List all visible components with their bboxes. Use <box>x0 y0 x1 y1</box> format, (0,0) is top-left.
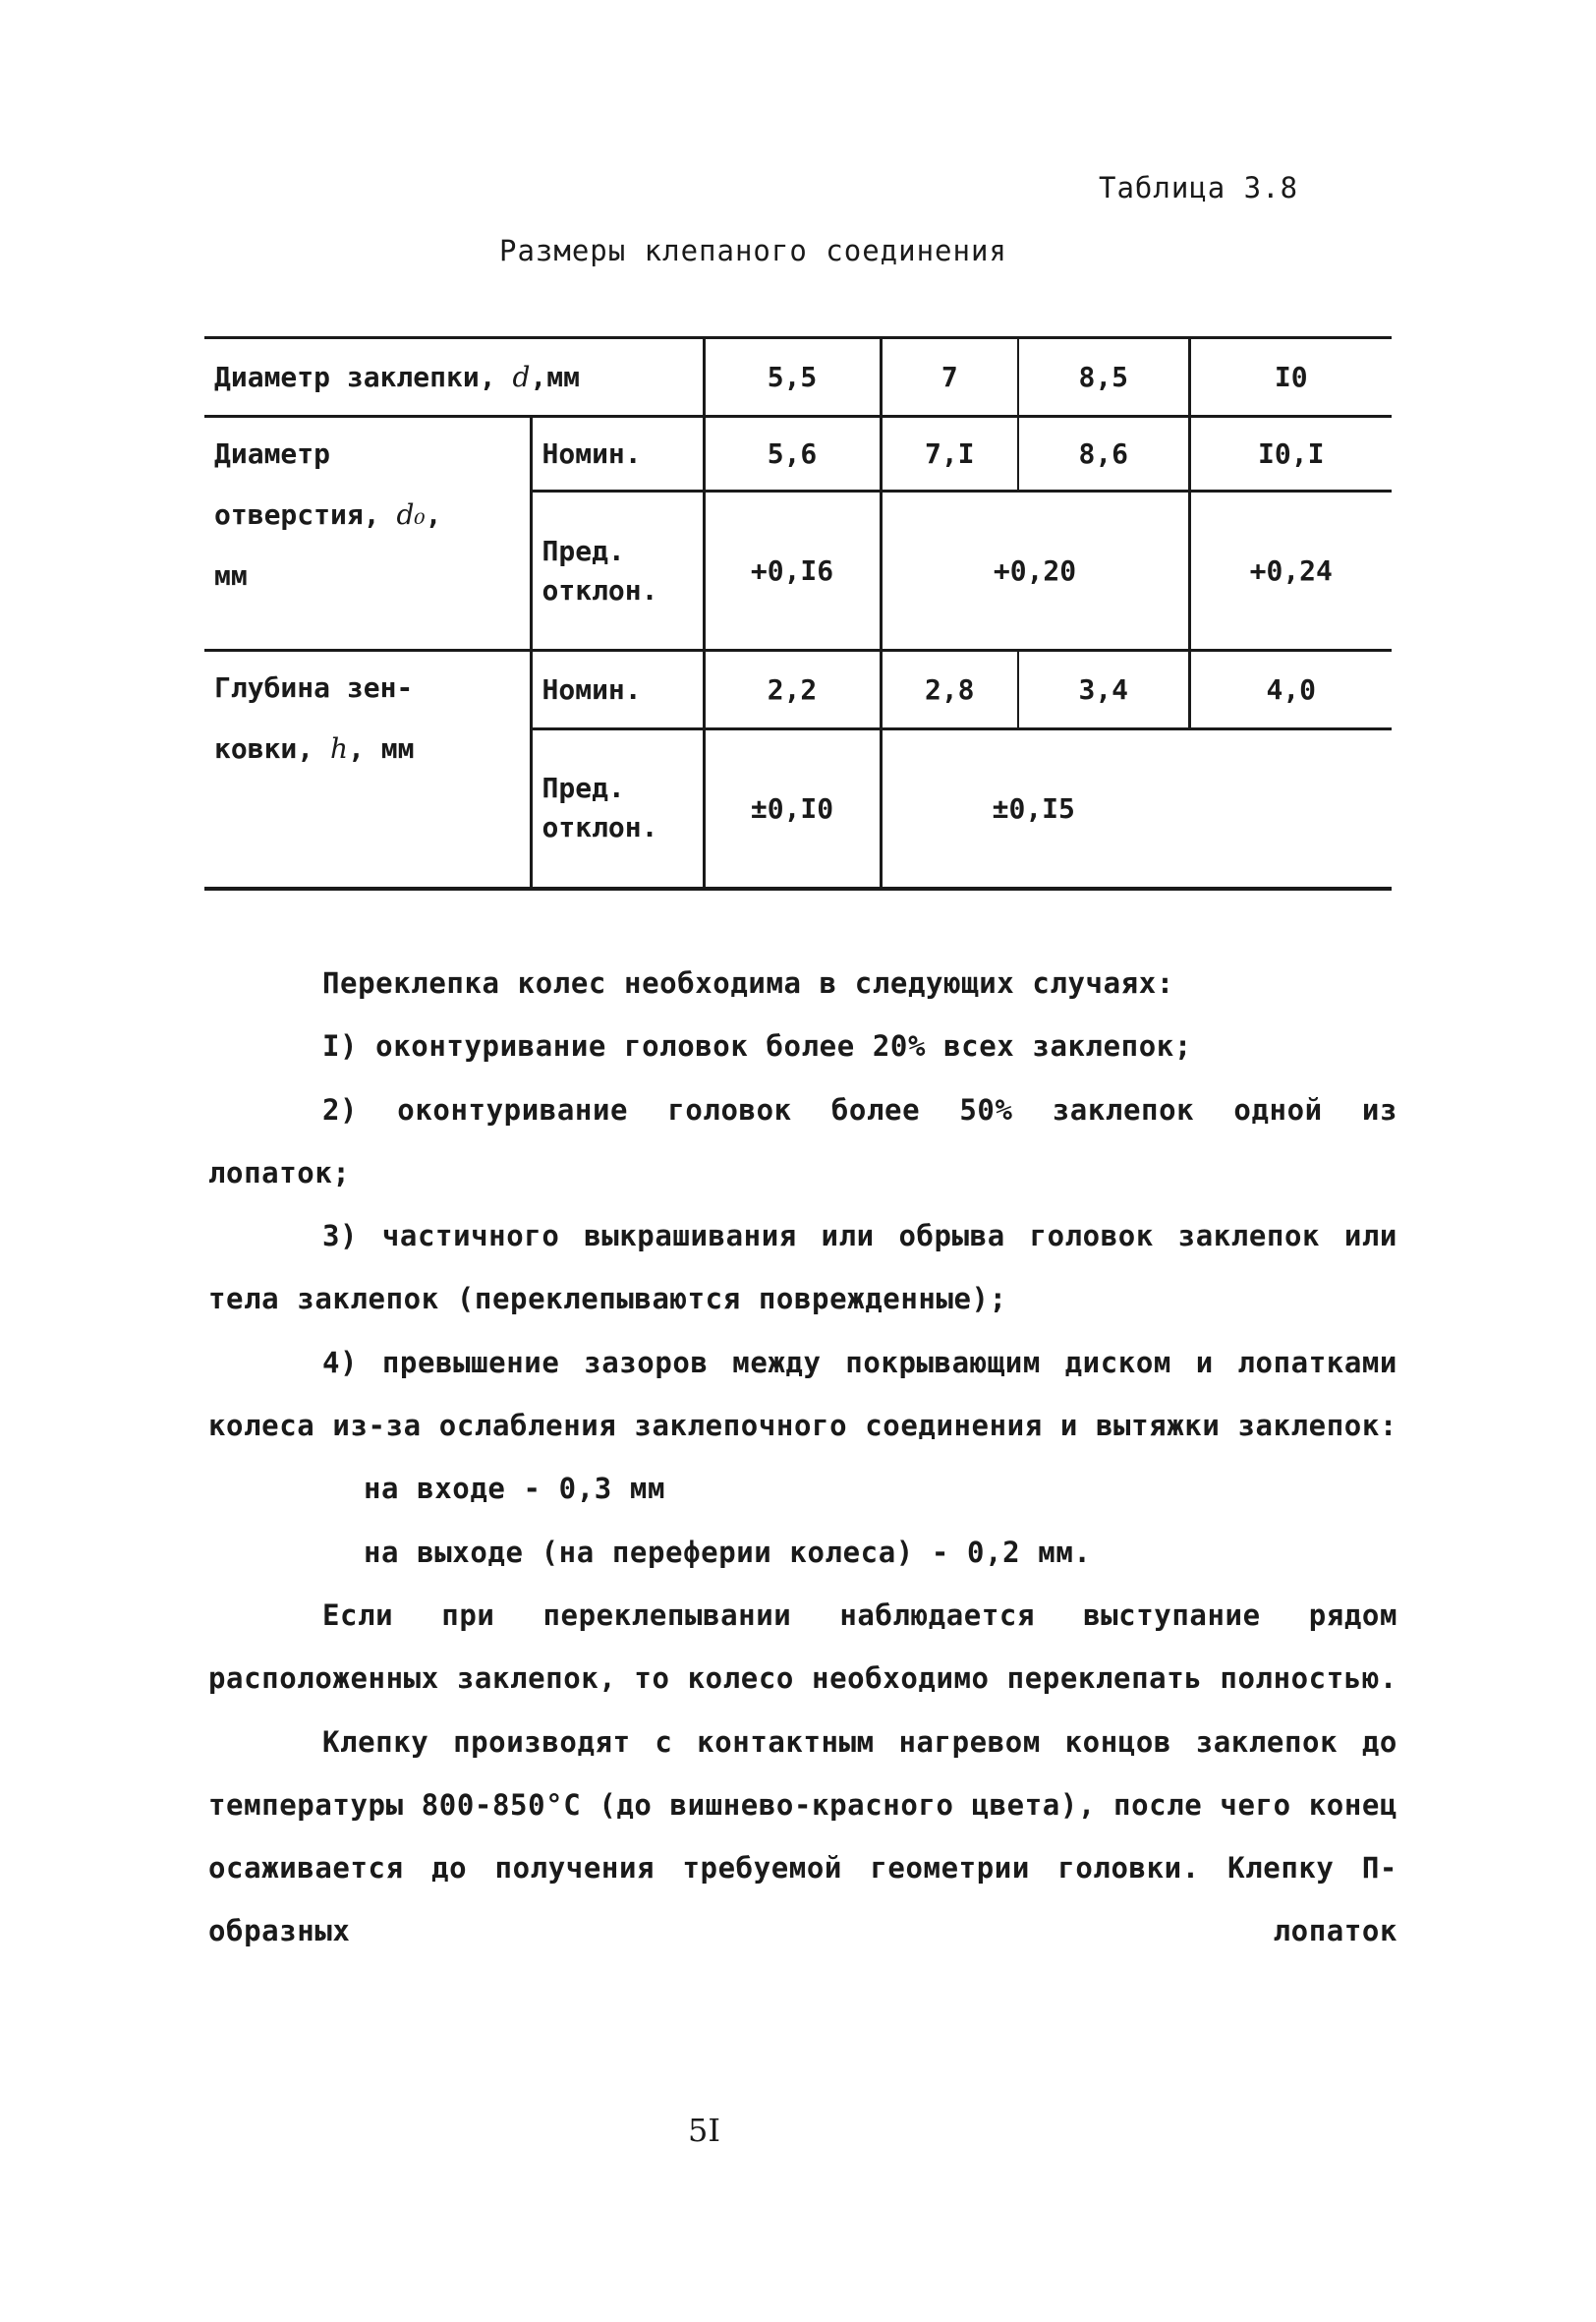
list-item-2: 2) оконтуривание головок более 50% заклепок одной из лопаток; <box>208 1092 1397 1190</box>
table-cell: 5,6 <box>704 417 881 492</box>
list-item-3: 3) частичного выкрашивания или обрыва головок заклепок или тела заклепок (переклепываются поврежденные); <box>208 1219 1397 1316</box>
hole-diameter-label: Диаметр отверстия, d₀, мм <box>204 417 531 651</box>
countersink-depth-label: Глубина зен- ковки, h, мм <box>204 651 531 889</box>
table-cell: 7,I <box>881 417 1018 492</box>
table-cell: I0,I <box>1189 417 1392 492</box>
deviation-label: Пред. отклон. <box>531 492 704 651</box>
deviation-label: Пред. отклон. <box>531 729 704 889</box>
paragraph-riveting-process: Клепку производят с контактным нагревом концов заклепок до температуры 800-850°С (до вишнево-красного цвета), после чего конец осаживается до получения требуемой геометрии головки. Клепку П-образных лопаток <box>208 1724 1397 1948</box>
table-cell: I0 <box>1189 338 1392 417</box>
table-cell: 8,6 <box>1018 417 1189 492</box>
list-item-4: 4) превышение зазоров между покрывающим диском и лопатками колеса из-за ослабления заклепочного соединения и вытяжки заклепок: <box>208 1345 1397 1443</box>
list-item-1: I) оконтуривание головок более 20% всех заклепок; <box>322 1029 1192 1064</box>
table-cell: 2,2 <box>704 651 881 729</box>
table-cell: 7 <box>881 338 1018 417</box>
table-cell: ±0,I5 <box>881 729 1392 889</box>
outlet-gap: на выходе (на переферии колеса) - 0,2 мм. <box>364 1535 1092 1569</box>
hole-diameter-symbol: d₀ <box>396 498 426 531</box>
table-cell: +0,24 <box>1189 492 1392 651</box>
table-cell: +0,I6 <box>704 492 881 651</box>
table-cell: ±0,I0 <box>704 729 881 889</box>
table-cell: 3,4 <box>1018 651 1189 729</box>
table-cell: 4,0 <box>1189 651 1392 729</box>
body-text <box>208 952 1397 1963</box>
table-cell: 2,8 <box>881 651 1018 729</box>
table-title: Размеры клепаного соединения <box>499 234 1007 267</box>
rivet-diameter-symbol: d <box>512 361 531 393</box>
table-cell: 5,5 <box>704 338 881 417</box>
rivet-diameter-label: Диаметр заклепки, d,мм <box>204 338 704 417</box>
table-row-countersink-nominal <box>204 651 1392 729</box>
nominal-label: Номин. <box>531 417 704 492</box>
table-cell: +0,20 <box>881 492 1189 651</box>
nominal-label: Номин. <box>531 651 704 729</box>
table-row-rivet-diameter <box>204 338 1392 417</box>
paragraph-intro: Переклепка колес необходима в следующих случаях: <box>322 966 1174 1000</box>
inlet-gap: на входе - 0,3 мм <box>364 1472 666 1506</box>
rivet-dimensions-table <box>204 336 1392 891</box>
paragraph-full-rerivet: Если при переклепывании наблюдается выступание рядом расположенных заклепок, то колесо необходимо переклепать полностью. <box>208 1597 1397 1696</box>
table-row-hole-nominal <box>204 417 1392 492</box>
page-number: 5I <box>688 2112 720 2149</box>
countersink-symbol: h <box>330 732 349 765</box>
table-number: Таблица 3.8 <box>1099 171 1299 204</box>
table-cell: 8,5 <box>1018 338 1189 417</box>
